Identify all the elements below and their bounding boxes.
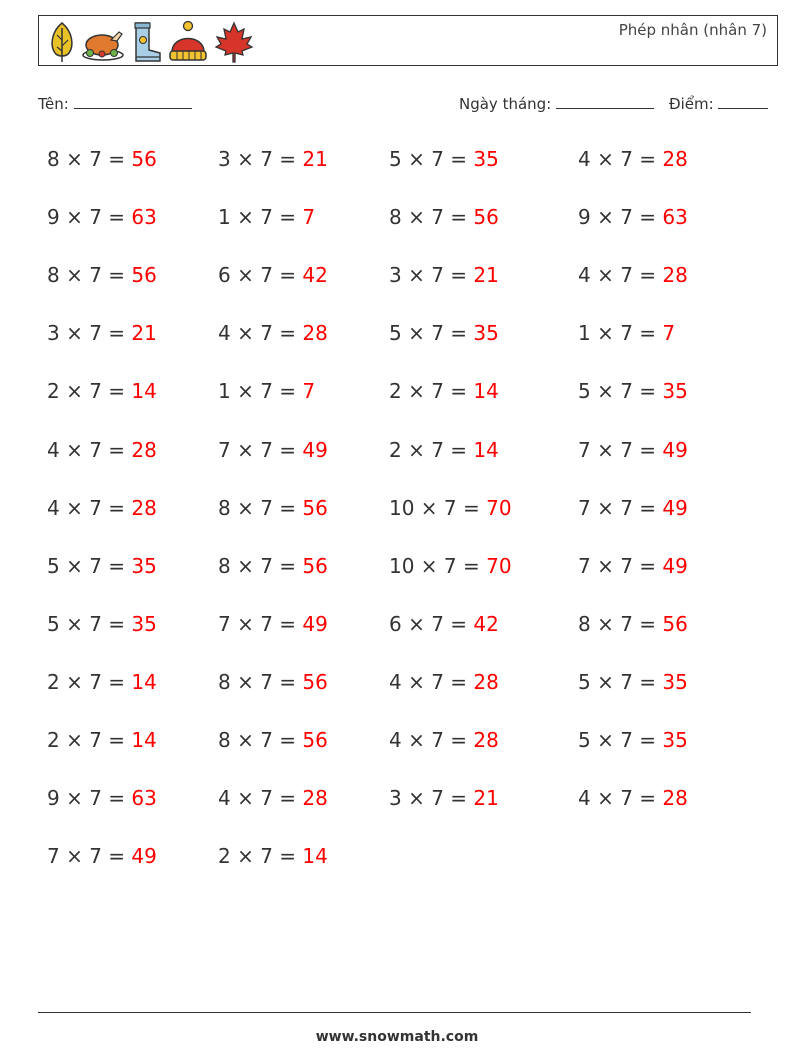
problem-question: 4 × 7 = [389, 670, 474, 694]
problem-item [578, 321, 675, 345]
problem-question: 1 × 7 = [218, 379, 303, 403]
problem-question: 3 × 7 = [47, 321, 132, 345]
problem-question: 8 × 7 = [389, 205, 474, 229]
problem-item [389, 496, 512, 520]
score-blank[interactable] [718, 94, 768, 109]
problem-answer: 35 [473, 147, 499, 171]
problem-item [47, 321, 157, 345]
problem-question: 10 × 7 = [389, 496, 487, 520]
problem-answer: 70 [486, 554, 512, 578]
problem-item [578, 728, 688, 752]
problem-item [389, 438, 499, 462]
problem-item [47, 205, 157, 229]
problem-question: 8 × 7 = [218, 496, 303, 520]
problem-question: 6 × 7 = [218, 263, 303, 287]
name-label: Tên: [38, 95, 69, 113]
problem-question: 2 × 7 = [47, 379, 132, 403]
problem-answer: 21 [302, 147, 328, 171]
problem-answer: 35 [662, 379, 688, 403]
problem-answer: 35 [662, 728, 688, 752]
problem-answer: 7 [302, 379, 316, 403]
worksheet-header [38, 15, 778, 66]
problem-answer: 42 [302, 263, 328, 287]
problem-question: 7 × 7 = [578, 438, 663, 462]
problem-answer: 14 [473, 379, 499, 403]
problem-item [218, 786, 328, 810]
problem-question: 8 × 7 = [578, 612, 663, 636]
problem-answer: 14 [131, 670, 157, 694]
problem-question: 3 × 7 = [218, 147, 303, 171]
problem-question: 4 × 7 = [47, 496, 132, 520]
problem-item [47, 554, 157, 578]
problem-question: 8 × 7 = [47, 147, 132, 171]
problem-answer: 63 [131, 205, 157, 229]
problem-answer: 28 [662, 263, 688, 287]
score-field [669, 94, 768, 113]
problem-answer: 56 [302, 496, 328, 520]
problem-question: 9 × 7 = [47, 786, 132, 810]
problem-answer: 35 [131, 554, 157, 578]
problem-answer: 70 [486, 496, 512, 520]
problem-item [578, 670, 688, 694]
problem-question: 5 × 7 = [389, 147, 474, 171]
score-label: Điểm: [669, 95, 714, 113]
problem-item [389, 612, 499, 636]
problem-answer: 63 [131, 786, 157, 810]
problem-item [578, 263, 688, 287]
problem-question: 2 × 7 = [47, 728, 132, 752]
problem-answer: 49 [131, 844, 157, 868]
problem-question: 2 × 7 = [389, 438, 474, 462]
problem-item [218, 438, 328, 462]
leaf-icon [47, 20, 77, 64]
problem-item [389, 379, 499, 403]
date-field [459, 94, 654, 113]
problem-answer: 56 [131, 263, 157, 287]
problem-item [389, 786, 499, 810]
problem-answer: 49 [302, 438, 328, 462]
problem-item [47, 438, 157, 462]
problem-answer: 35 [473, 321, 499, 345]
problem-item [578, 612, 688, 636]
problem-item [389, 728, 499, 752]
problem-question: 2 × 7 = [47, 670, 132, 694]
problem-question: 5 × 7 = [47, 612, 132, 636]
footer-divider [38, 1012, 751, 1013]
maple-leaf-icon [213, 20, 255, 64]
problem-question: 5 × 7 = [578, 379, 663, 403]
date-blank[interactable] [556, 94, 654, 109]
problem-answer: 28 [662, 786, 688, 810]
problem-item [47, 728, 157, 752]
problem-item [47, 612, 157, 636]
problem-answer: 42 [473, 612, 499, 636]
problem-question: 7 × 7 = [578, 496, 663, 520]
problem-item [578, 554, 688, 578]
problem-item [578, 438, 688, 462]
problem-item [47, 147, 157, 171]
name-field [38, 94, 192, 113]
problem-answer: 7 [302, 205, 316, 229]
name-blank[interactable] [74, 94, 192, 109]
problem-question: 2 × 7 = [218, 844, 303, 868]
problem-item [578, 496, 688, 520]
problem-item [218, 263, 328, 287]
roast-turkey-icon [81, 20, 125, 64]
problem-answer: 21 [131, 321, 157, 345]
problem-item [218, 670, 328, 694]
problem-answer: 49 [662, 554, 688, 578]
problem-answer: 56 [302, 554, 328, 578]
problem-item [578, 205, 688, 229]
footer-website: www.snowmath.com [315, 1029, 479, 1045]
problem-answer: 56 [302, 728, 328, 752]
problem-question: 7 × 7 = [578, 554, 663, 578]
problem-answer: 49 [662, 438, 688, 462]
problem-answer: 14 [473, 438, 499, 462]
problem-question: 4 × 7 = [578, 786, 663, 810]
problem-answer: 28 [131, 438, 157, 462]
problem-item [389, 554, 512, 578]
problem-item [389, 321, 499, 345]
problem-answer: 21 [473, 263, 499, 287]
problem-question: 7 × 7 = [218, 438, 303, 462]
problem-answer: 49 [302, 612, 328, 636]
header-icons [47, 20, 255, 64]
problem-answer: 14 [131, 379, 157, 403]
problem-item [218, 844, 328, 868]
problem-item [218, 554, 328, 578]
problem-item [47, 379, 157, 403]
problem-item [218, 496, 328, 520]
problem-answer: 28 [131, 496, 157, 520]
problem-item [218, 379, 315, 403]
problem-answer: 7 [662, 321, 676, 345]
problem-question: 9 × 7 = [47, 205, 132, 229]
problem-item [218, 321, 328, 345]
problem-answer: 21 [473, 786, 499, 810]
problem-question: 6 × 7 = [389, 612, 474, 636]
worksheet-title: Phép nhân (nhân 7) [618, 21, 767, 39]
problem-question: 4 × 7 = [218, 786, 303, 810]
date-label: Ngày tháng: [459, 95, 552, 113]
problem-question: 5 × 7 = [47, 554, 132, 578]
problem-question: 1 × 7 = [218, 205, 303, 229]
problem-question: 7 × 7 = [47, 844, 132, 868]
problem-answer: 14 [131, 728, 157, 752]
problem-item [389, 670, 499, 694]
problem-item [47, 263, 157, 287]
problem-answer: 49 [662, 496, 688, 520]
problem-item [578, 379, 688, 403]
problem-question: 4 × 7 = [578, 147, 663, 171]
problem-item [389, 205, 499, 229]
problem-question: 5 × 7 = [389, 321, 474, 345]
problem-item [389, 147, 499, 171]
problem-item [47, 670, 157, 694]
problem-question: 9 × 7 = [578, 205, 663, 229]
problem-question: 4 × 7 = [578, 263, 663, 287]
problem-answer: 28 [302, 786, 328, 810]
problem-item [218, 728, 328, 752]
problem-question: 4 × 7 = [47, 438, 132, 462]
problem-question: 1 × 7 = [578, 321, 663, 345]
problem-answer: 28 [473, 670, 499, 694]
problem-question: 5 × 7 = [578, 728, 663, 752]
problem-question: 5 × 7 = [578, 670, 663, 694]
problem-item [218, 205, 315, 229]
problem-question: 3 × 7 = [389, 263, 474, 287]
problem-item [578, 147, 688, 171]
problem-answer: 56 [131, 147, 157, 171]
problem-question: 10 × 7 = [389, 554, 487, 578]
winter-hat-icon [167, 20, 209, 64]
problem-question: 2 × 7 = [389, 379, 474, 403]
problem-item [47, 786, 157, 810]
problem-answer: 56 [473, 205, 499, 229]
problem-question: 8 × 7 = [218, 554, 303, 578]
problem-answer: 35 [662, 670, 688, 694]
problem-answer: 28 [473, 728, 499, 752]
problem-item [47, 496, 157, 520]
problem-answer: 28 [302, 321, 328, 345]
problem-answer: 14 [302, 844, 328, 868]
problem-question: 4 × 7 = [218, 321, 303, 345]
problem-question: 7 × 7 = [218, 612, 303, 636]
problem-item [218, 612, 328, 636]
problem-answer: 35 [131, 612, 157, 636]
problem-item [578, 786, 688, 810]
problem-question: 8 × 7 = [47, 263, 132, 287]
problem-answer: 56 [302, 670, 328, 694]
problem-answer: 63 [662, 205, 688, 229]
problem-item [218, 147, 328, 171]
problem-question: 4 × 7 = [389, 728, 474, 752]
problem-answer: 28 [662, 147, 688, 171]
problem-question: 8 × 7 = [218, 670, 303, 694]
problem-question: 8 × 7 = [218, 728, 303, 752]
problem-answer: 56 [662, 612, 688, 636]
problem-question: 3 × 7 = [389, 786, 474, 810]
rain-boot-icon [129, 20, 163, 64]
problem-item [389, 263, 499, 287]
problem-item [47, 844, 157, 868]
